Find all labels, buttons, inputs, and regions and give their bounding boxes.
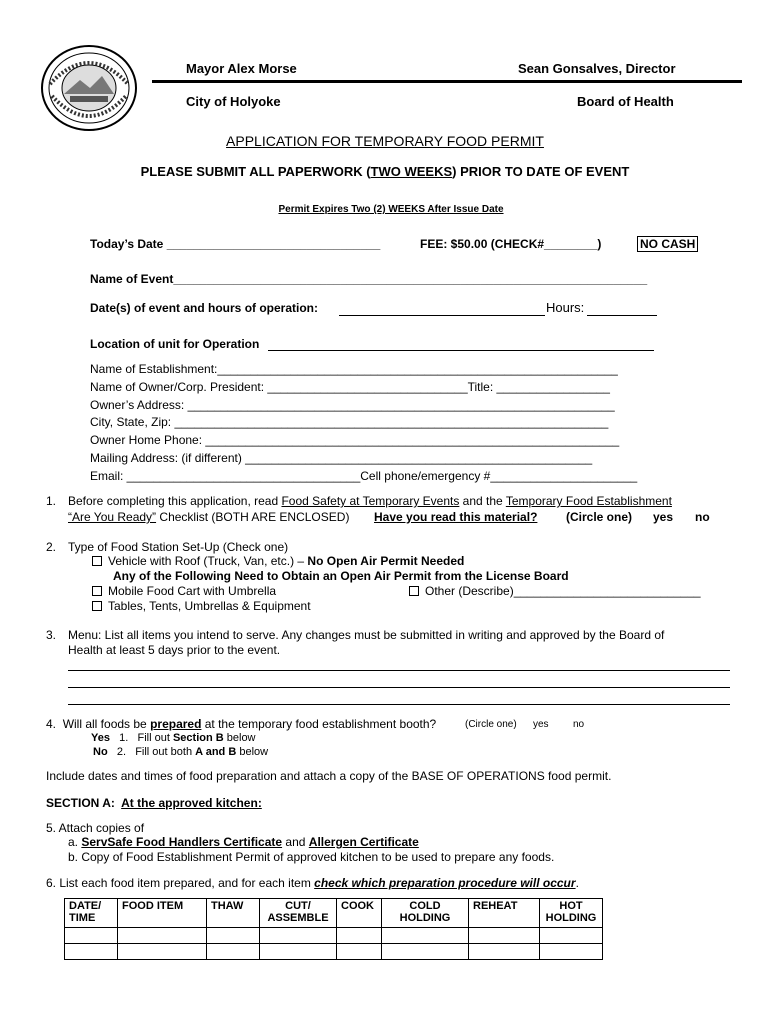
menu-line-3[interactable] xyxy=(68,704,730,705)
q4-yes-instruction xyxy=(91,732,256,744)
table-header-row xyxy=(65,899,603,928)
q3-number: 3. xyxy=(46,628,57,642)
q4-circle-note: (Circle one) xyxy=(465,719,517,730)
q2-option-vehicle[interactable] xyxy=(92,554,464,568)
q4-no-text: Fill out both xyxy=(135,746,196,758)
q1-link-are-you-ready[interactable]: “Are You Ready” xyxy=(68,510,157,524)
table-cell[interactable] xyxy=(382,928,469,944)
q1-no-option[interactable]: no xyxy=(695,510,710,524)
header-rule xyxy=(152,80,742,83)
include-note: Include dates and times of food preparation and attach a copy of the BASE OF OPERATIONS food permit. xyxy=(46,769,612,783)
allergen-certificate: Allergen Certificate xyxy=(308,835,419,849)
q1-question: Have you read this material? xyxy=(374,510,538,524)
expires-notice: Permit Expires Two (2) WEEKS After Issue Date xyxy=(278,204,504,215)
col-date-time: DATE/ TIME xyxy=(65,899,118,928)
submit-notice-before: PLEASE SUBMIT ALL PAPERWORK ( xyxy=(140,164,371,179)
owner-name-field[interactable]: Name of Owner/Corp. President: ______________________________Title: _________________ xyxy=(90,379,610,394)
col-hot-holding: HOT HOLDING xyxy=(540,899,603,928)
q1-after: Checklist (BOTH ARE ENCLOSED) xyxy=(156,510,350,524)
q3-line1: Menu: List all items you intend to serve. Any changes must be submitted in writing and approved by the Board of xyxy=(68,628,665,642)
submit-notice xyxy=(0,164,770,179)
q2-label: Type of Food Station Set-Up (Check one) xyxy=(68,540,289,554)
menu-line-1[interactable] xyxy=(68,670,730,671)
city-seal xyxy=(40,44,138,132)
col-cut-assemble: CUT/ ASSEMBLE xyxy=(260,899,337,928)
fee-field[interactable]: FEE: $50.00 (CHECK#________) xyxy=(420,237,602,251)
table-cell[interactable] xyxy=(382,944,469,960)
mailing-address-field[interactable]: Mailing Address: (if different) ____________________________________________________ xyxy=(90,450,593,465)
q4-yes-end: below xyxy=(223,732,256,744)
table-cell[interactable] xyxy=(469,928,540,944)
q4-yes-section: Section B xyxy=(172,732,224,744)
q6-before: 6. List each food item prepared, and for each item xyxy=(46,876,315,890)
hours-label: Hours: xyxy=(546,300,585,315)
owner-info-block xyxy=(90,361,637,486)
todays-date-field[interactable]: Today’s Date ________________________________ xyxy=(90,237,381,251)
table-cell[interactable] xyxy=(337,928,382,944)
q2-open-air-notice: Any of the Following Need to Obtain an Open Air Permit from the License Board xyxy=(113,569,569,583)
q6-after: . xyxy=(575,876,579,890)
q4-no-num: 2. xyxy=(116,746,127,758)
menu-line-2[interactable] xyxy=(68,687,730,688)
page-title: APPLICATION FOR TEMPORARY FOOD PERMIT xyxy=(226,133,544,149)
director-name: Sean Gonsalves, Director xyxy=(518,61,676,76)
col-thaw: THAW xyxy=(207,899,260,928)
q4-line xyxy=(46,717,436,731)
preparation-table xyxy=(64,898,603,960)
table-cell[interactable] xyxy=(65,928,118,944)
q1-yes-option[interactable]: yes xyxy=(653,510,674,524)
q1-line2 xyxy=(68,510,349,524)
q2-tables-label: Tables, Tents, Umbrellas & Equipment xyxy=(108,599,311,613)
q1-link-temp-establishment[interactable]: Temporary Food Establishment xyxy=(505,494,672,508)
table-cell[interactable] xyxy=(207,944,260,960)
col-cold-holding: COLD HOLDING xyxy=(382,899,469,928)
q4-yes-option[interactable]: yes xyxy=(533,719,549,730)
q1-number: 1. xyxy=(46,494,57,508)
q4-no-label: No xyxy=(93,746,108,758)
location-input[interactable] xyxy=(268,350,654,351)
section-a-title: At the approved kitchen: xyxy=(121,796,262,810)
q5-a-prefix: a. xyxy=(68,835,82,849)
table-cell[interactable] xyxy=(337,944,382,960)
q4-no-end: below xyxy=(236,746,269,758)
q5-item-a xyxy=(68,835,419,849)
q4-no-option[interactable]: no xyxy=(573,719,585,730)
q4-after: at the temporary food establishment booth? xyxy=(201,717,437,731)
table-row[interactable] xyxy=(65,944,603,960)
checkbox-other[interactable] xyxy=(409,586,419,596)
q4-yes-text: Fill out xyxy=(137,732,173,744)
mayor-name: Mayor Alex Morse xyxy=(186,61,297,76)
event-name-field[interactable]: Name of Event_______________________________________________________________________ xyxy=(90,272,648,286)
q1-before: Before completing this application, read xyxy=(68,494,282,508)
table-cell[interactable] xyxy=(207,928,260,944)
no-cash-badge: NO CASH xyxy=(637,236,698,252)
q1-line1 xyxy=(68,494,672,508)
q2-cart-label: Mobile Food Cart with Umbrella xyxy=(108,584,277,598)
table-cell[interactable] xyxy=(469,944,540,960)
checkbox-vehicle[interactable] xyxy=(92,556,102,566)
section-a-heading xyxy=(46,796,262,810)
q3-line2: Health at least 5 days prior to the event. xyxy=(68,643,281,657)
q4-number: 4. xyxy=(46,717,57,731)
col-cook: COOK xyxy=(337,899,382,928)
city-state-zip-field[interactable]: City, State, Zip: _________________________________________________________________ xyxy=(90,415,609,430)
q1-circle-note: (Circle one) xyxy=(566,510,633,524)
q2-option-other[interactable] xyxy=(409,584,701,598)
owner-address-field[interactable]: Owner’s Address: ________________________________________________________________ xyxy=(90,397,615,412)
q5-a-and: and xyxy=(282,835,309,849)
table-cell[interactable] xyxy=(540,944,603,960)
q5-item-b: b. Copy of Food Establishment Permit of approved kitchen to be used to prepare any foods. xyxy=(68,850,555,864)
board-name: Board of Health xyxy=(577,94,674,109)
q2-number: 2. xyxy=(46,540,57,554)
q6-emphasis: check which preparation procedure will occur xyxy=(314,876,576,890)
table-cell[interactable] xyxy=(260,944,337,960)
q2-no-permit-needed: No Open Air Permit Needed xyxy=(307,554,465,568)
col-food-item: FOOD ITEM xyxy=(118,899,207,928)
table-cell[interactable] xyxy=(118,944,207,960)
q4-prepared: prepared xyxy=(150,717,202,731)
q1-link-food-safety[interactable]: Food Safety at Temporary Events xyxy=(281,494,460,508)
table-cell[interactable] xyxy=(540,928,603,944)
event-dates-label: Date(s) of event and hours of operation: xyxy=(90,301,319,315)
col-reheat: REHEAT xyxy=(469,899,540,928)
table-row[interactable] xyxy=(65,928,603,944)
owner-phone-field[interactable]: Owner Home Phone: ______________________________________________________________ xyxy=(90,433,620,448)
q4-yes-label: Yes xyxy=(91,732,110,744)
hours-input[interactable] xyxy=(587,315,657,316)
table-cell[interactable] xyxy=(260,928,337,944)
table-cell[interactable] xyxy=(118,928,207,944)
event-dates-input[interactable] xyxy=(339,315,545,316)
email-field[interactable]: Email: ___________________________________Cell phone/emergency #______________________ xyxy=(90,468,638,483)
table-cell[interactable] xyxy=(65,944,118,960)
q2-option-tables[interactable] xyxy=(92,599,311,613)
checkbox-tables[interactable] xyxy=(92,601,102,611)
q4-no-sections: A and B xyxy=(195,746,237,758)
city-name: City of Holyoke xyxy=(186,94,281,109)
checkbox-cart[interactable] xyxy=(92,586,102,596)
q2-vehicle-label: Vehicle with Roof (Truck, Van, etc.) – xyxy=(108,554,305,568)
location-label: Location of unit for Operation xyxy=(90,337,260,351)
submit-notice-emphasis: TWO WEEKS xyxy=(370,164,453,179)
q4-no-instruction xyxy=(93,746,268,758)
establishment-name-field[interactable]: Name of Establishment:____________________________________________________________ xyxy=(90,362,618,376)
submit-notice-after: ) PRIOR TO DATE OF EVENT xyxy=(452,164,630,179)
q1-mid: and the xyxy=(459,494,506,508)
q2-option-cart[interactable] xyxy=(92,584,276,598)
q4-yes-num: 1. xyxy=(119,732,129,744)
q5-label: 5. Attach copies of xyxy=(46,821,145,835)
section-a-label: SECTION A: xyxy=(46,796,115,810)
q4-before: Will all foods be xyxy=(62,717,151,731)
q2-other-label: Other (Describe)____________________________ xyxy=(425,584,701,598)
q6-label xyxy=(46,876,579,890)
servsafe-certificate: ServSafe Food Handlers Certificate xyxy=(81,835,283,849)
